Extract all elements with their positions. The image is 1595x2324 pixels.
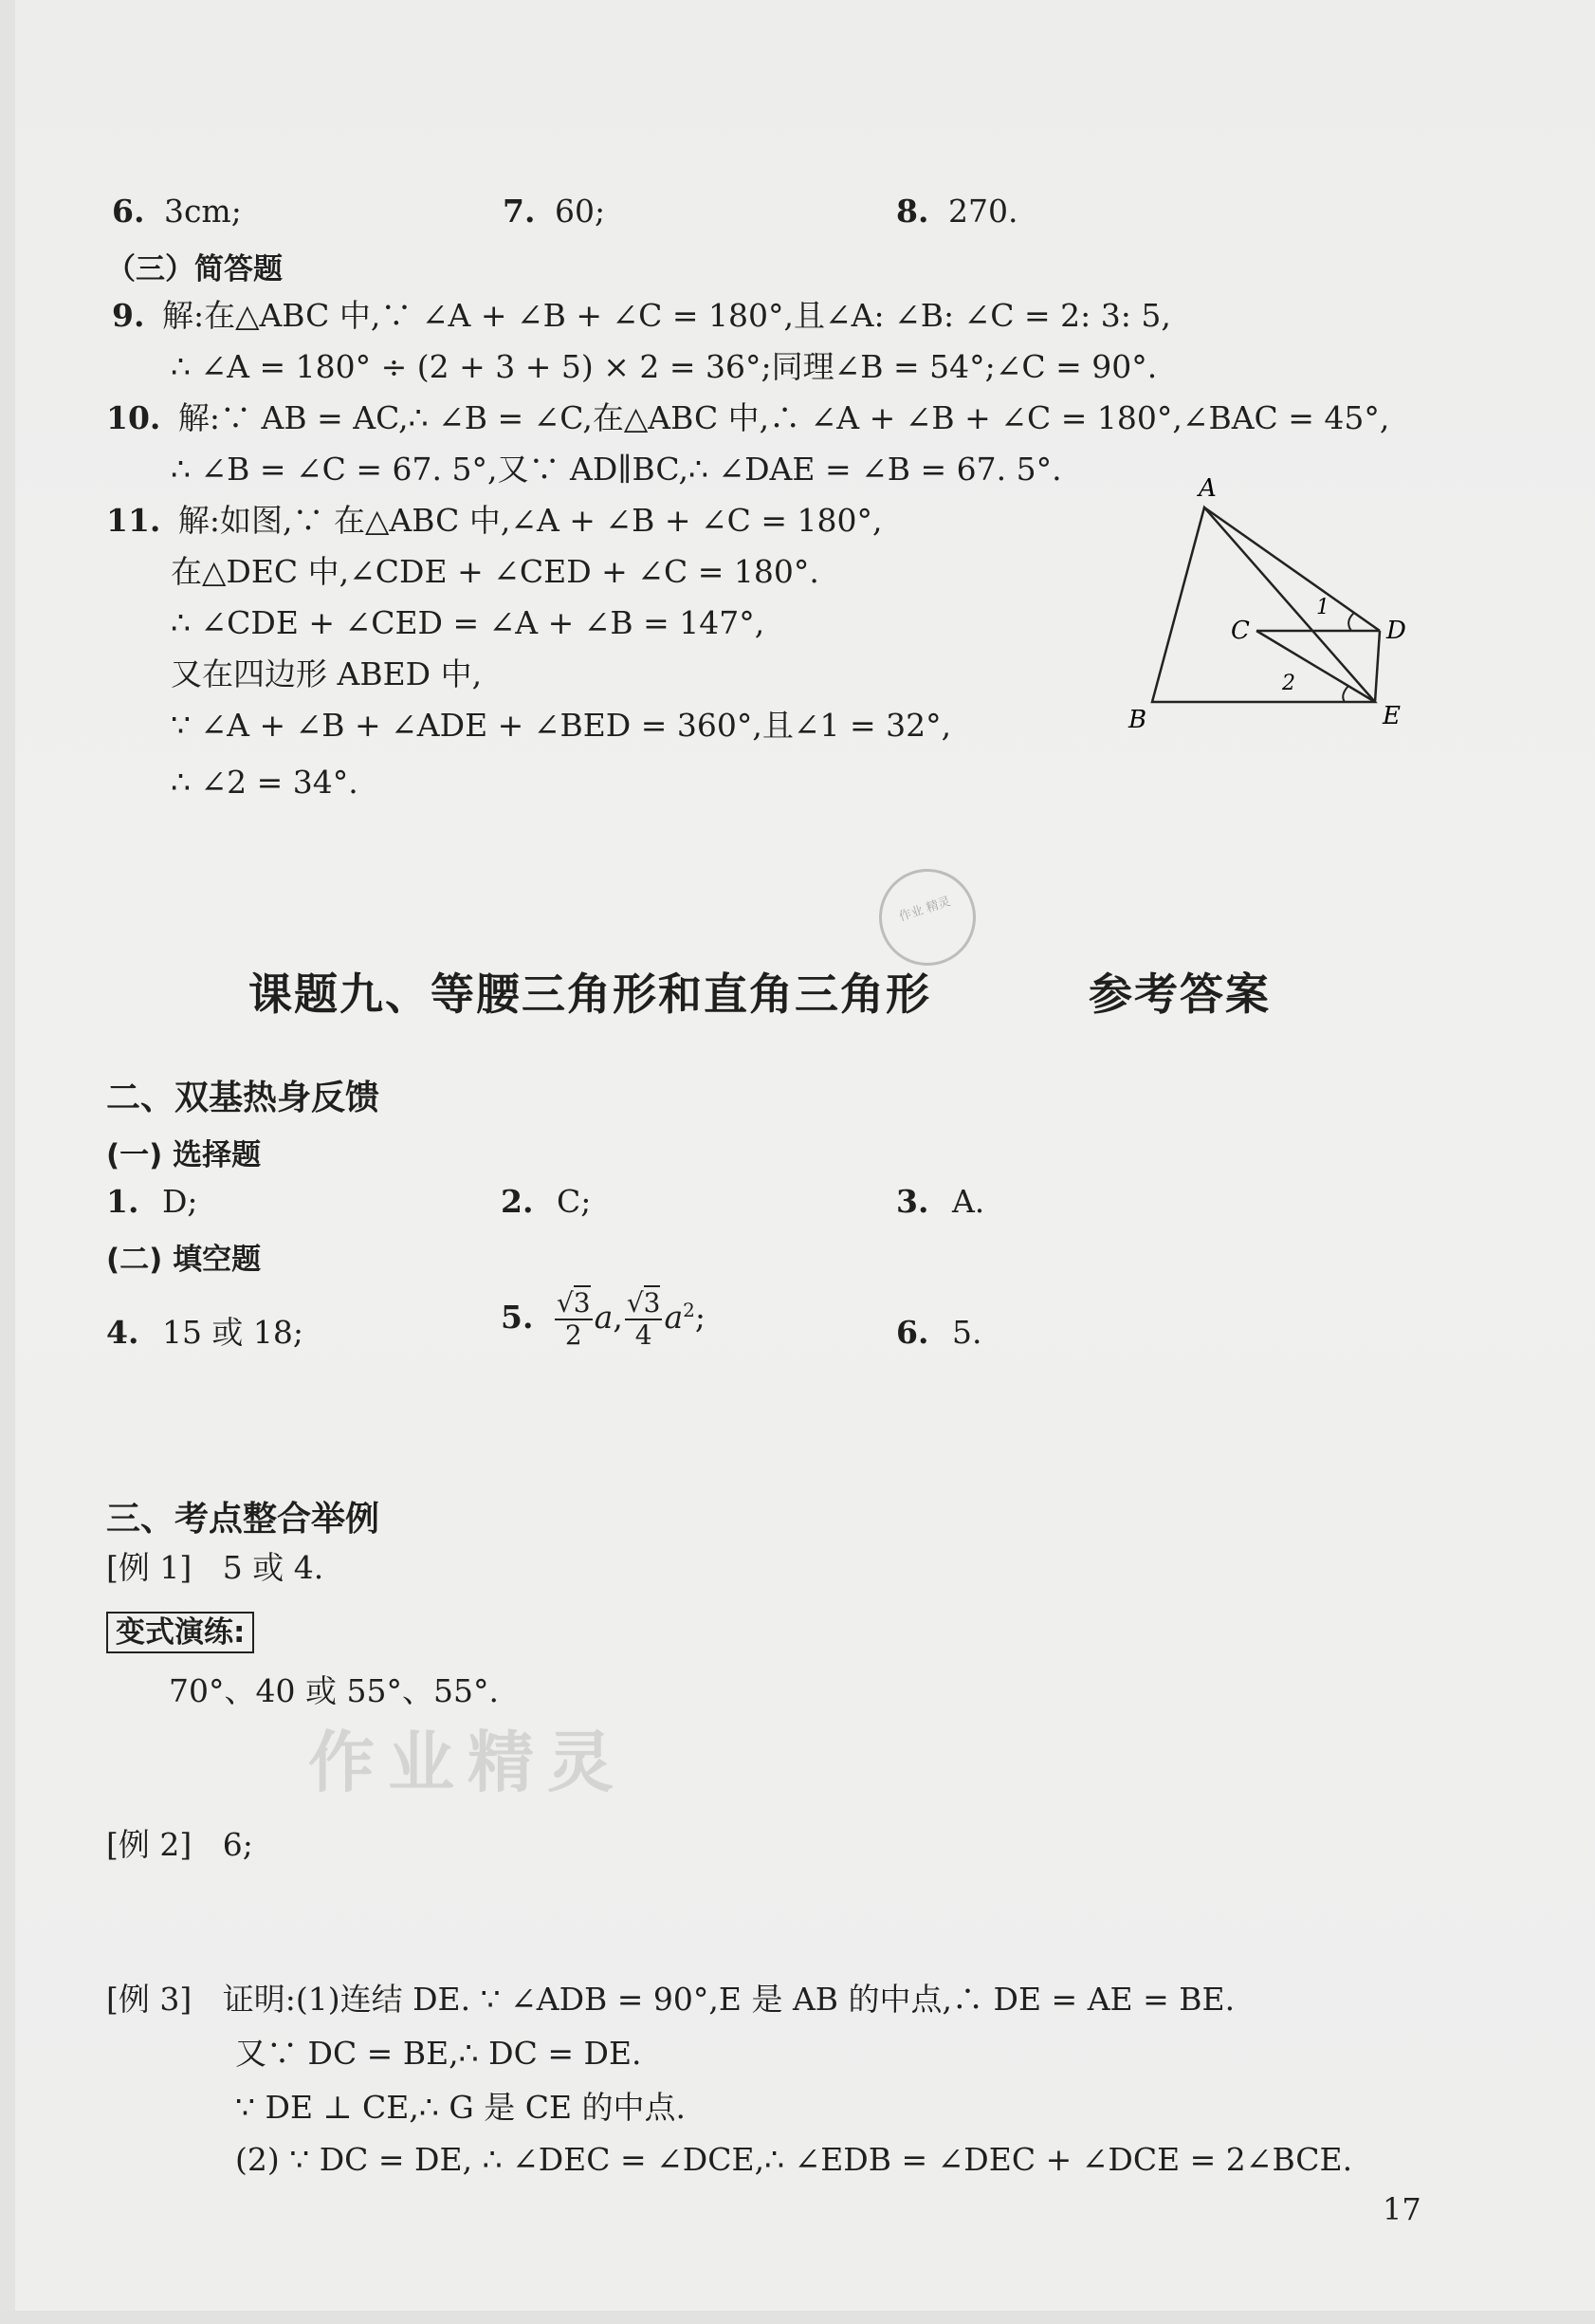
- question-11-line-1: 11. 解:如图,∵ 在△ABC 中,∠A + ∠B + ∠C = 180°,: [106, 502, 883, 539]
- scan-edge-bottom: [0, 2311, 1595, 2324]
- watermark-stamp-logo: 作业 精灵: [867, 857, 989, 979]
- example-2: [例 2] 6;: [106, 1826, 253, 1863]
- question-9-line-1: 9. 解:在△ABC 中,∵ ∠A + ∠B + ∠C = 180°,且∠A: ∠B: ∠C = 2: 3: 5,: [112, 297, 1171, 334]
- question-11-line-2: 在△DEC 中,∠CDE + ∠CED + ∠C = 180°.: [171, 553, 819, 590]
- answer-item-7: 7. 60;: [503, 193, 606, 230]
- label-d: D: [1386, 617, 1406, 645]
- label-angle-1: 1: [1316, 596, 1329, 619]
- choice-answer-1: 1. D;: [106, 1183, 198, 1220]
- page-number: 17: [1383, 2191, 1421, 2227]
- fill-answer-4: 4. 15 或 18;: [106, 1314, 304, 1351]
- choice-answer-2: 2. C;: [501, 1183, 592, 1220]
- variant-answer: 70°、40 或 55°、55°.: [169, 1672, 499, 1709]
- section-heading-examples: 三、考点整合举例: [106, 1500, 380, 1539]
- watermark-text: 作业精灵: [308, 1724, 627, 1801]
- fill-answer-6: 6. 5.: [896, 1314, 982, 1351]
- variant-practice-label: 变式演练:: [106, 1608, 254, 1651]
- question-10-line-1: 10. 解:∵ AB = AC,∴ ∠B = ∠C,在△ABC 中,∴ ∠A + ∠B + ∠C = 180°,∠BAC = 45°,: [106, 399, 1390, 436]
- label-angle-2: 2: [1282, 672, 1295, 695]
- page-title: 课题九、等腰三角形和直角三角形: [248, 968, 931, 1020]
- question-9-line-2: ∴ ∠A = 180° ÷ (2 + 3 + 5) × 2 = 36°;同理∠B = 54°;∠C = 90°.: [171, 348, 1158, 385]
- triangle-figure: [1109, 470, 1422, 745]
- angle-1-arc: [1348, 613, 1354, 631]
- example-3-line-2: 又∵ DC = BE,∴ DC = DE.: [235, 2035, 642, 2072]
- question-11-line-6: ∴ ∠2 = 34°.: [171, 764, 358, 801]
- question-11-line-4: 又在四边形 ABED 中,: [171, 655, 483, 692]
- label-c: C: [1231, 617, 1250, 645]
- segment-de: [1375, 631, 1380, 702]
- question-11-line-5: ∵ ∠A + ∠B + ∠ADE + ∠BED = 360°,且∠1 = 32°,: [171, 707, 952, 744]
- scan-edge: [0, 0, 15, 2324]
- section-heading-short-answer: （三）简答题: [106, 252, 283, 286]
- question-10-line-2: ∴ ∠B = ∠C = 67. 5°,又∵ AD∥BC,∴ ∠DAE = ∠B = 67. 5°.: [171, 451, 1062, 488]
- page-title-answer-key: 参考答案: [1089, 968, 1271, 1020]
- angle-2-arc: [1343, 686, 1348, 702]
- label-a: A: [1199, 474, 1217, 503]
- label-e: E: [1383, 702, 1401, 730]
- example-3-line-1: [例 3] 证明:(1)连结 DE. ∵ ∠ADB = 90°,E 是 AB 的中点,∴ DE = AE = BE.: [106, 1981, 1236, 2018]
- fill-answer-5: 5. $\frac{√3}{2}$ a, $\frac{√3}{4}$ $a^2$;: [501, 1287, 706, 1351]
- answer-item-6: 6. 3cm;: [112, 193, 242, 230]
- section-heading-warmup: 二、双基热身反馈: [106, 1079, 380, 1117]
- example-1: [例 1] 5 或 4.: [106, 1549, 324, 1586]
- question-11-line-3: ∴ ∠CDE + ∠CED = ∠A + ∠B = 147°,: [171, 604, 765, 641]
- example-3-line-4: (2) ∵ DC = DE, ∴ ∠DEC = ∠DCE,∴ ∠EDB = ∠DEC + ∠DCE = 2∠BCE.: [235, 2141, 1353, 2178]
- subheading-multiple-choice: (一) 选择题: [106, 1138, 262, 1172]
- example-3-line-3: ∵ DE ⊥ CE,∴ G 是 CE 的中点.: [235, 2089, 687, 2126]
- choice-answer-3: 3. A.: [896, 1183, 985, 1220]
- fraction-sqrt3-over-2: $\frac{√3}{2}$: [556, 1287, 591, 1351]
- label-b: B: [1128, 706, 1147, 734]
- subheading-fill-in: (二) 填空题: [106, 1243, 262, 1277]
- fraction-sqrt3-over-4: $\frac{√3}{4}$: [626, 1287, 661, 1351]
- answer-item-8: 8. 270.: [896, 193, 1018, 230]
- segment-ce: [1256, 631, 1375, 702]
